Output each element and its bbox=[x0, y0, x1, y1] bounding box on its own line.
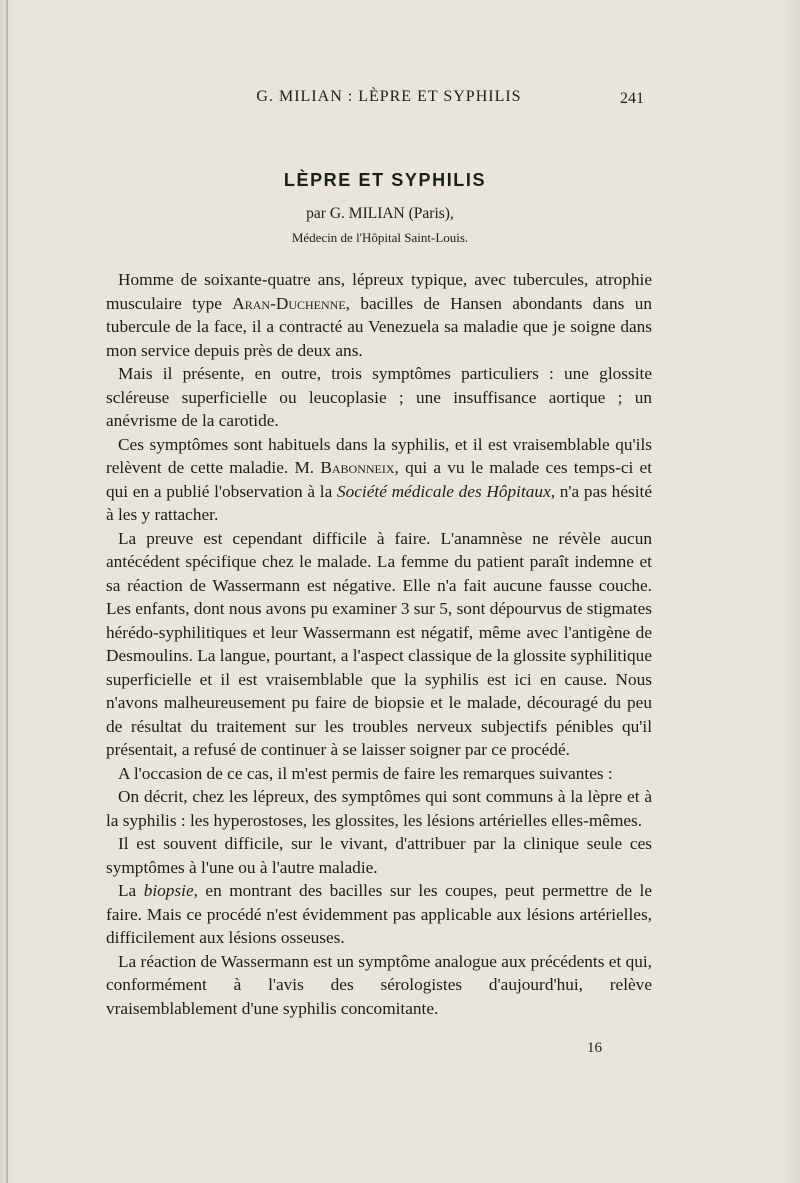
running-title: G. MILIAN : LÈPRE ET SYPHILIS bbox=[256, 88, 522, 105]
signature-mark: 16 bbox=[587, 1040, 602, 1056]
paragraph-6: On décrit, chez les lépreux, des symptômes qui sont communs à la lèpre et à la syphilis : les hyperostoses, les glossites, les lésions artérielles elles-mêmes. bbox=[106, 787, 652, 830]
running-head bbox=[0, 88, 800, 106]
paragraph-8 bbox=[106, 879, 652, 950]
term-biopsie: biopsie bbox=[143, 881, 194, 900]
paragraph-3 bbox=[106, 433, 652, 527]
journal-name: Société médicale des Hôpitaux bbox=[336, 481, 551, 501]
paragraph-8-text-b: , en montrant des bacilles sur les coupes, peut permettre de le faire. Mais ce procédé n'est évidemment pas applicable aux lésions artérielles, difficilement aux lésions osseuses. bbox=[106, 881, 653, 947]
article-title: LÈPRE ET SYPHILIS bbox=[283, 170, 487, 190]
paragraph-8-text-a: La bbox=[118, 881, 144, 900]
paragraph-4: La preuve est cependant difficile à faire. L'anamnèse ne révèle aucun antécédent spécifique chez le malade. La femme du patient paraît indemne et sa réaction de Wassermann est négative. Elle n'a fait aucune fausse couche. Les enfants, dont nous avons pu examiner 3 sur 5, sont dépourvus de stigmates hérédo-syphilitiques et leur Wassermann est négatif, même avec l'antigène de Desmoulins. La langue, pourtant, a l'aspect classique de la glossite syphilitique superficielle et il est vraisemblable que la syphilis est ici en cause. Nous n'avons malheureusement pu faire de biopsie et le malade, découragé du peu de résultat du traitement sur les troubles nerveux subjectifs pénibles qu'il présentait, a refusé de continuer à se laisser soigner par ce procédé. bbox=[106, 528, 652, 759]
paragraph-3-text-b: , qui a vu le malade ces temps-ci et qui en a publié l'observation à la bbox=[106, 458, 652, 501]
author-name-aran-duchenne: Aran-Duchenne bbox=[232, 293, 346, 313]
paragraph-3-text-a: Ces symptômes sont habituels dans la syphilis, et il est vraisemblable qu'ils relèvent de cette maladie. M. bbox=[106, 434, 652, 477]
paragraph-9: La réaction de Wassermann est un symptôme analogue aux précédents et qui, conformément à l'avis des sérologistes d'aujourd'hui, relève vraisemblablement d'une syphilis concomitante. bbox=[106, 951, 652, 1018]
paragraph-7: Il est souvent difficile, sur le vivant, d'attribuer par la clinique seule ces symptômes à l'une ou à l'autre maladie. bbox=[106, 834, 652, 877]
paragraph-2: Mais il présente, en outre, trois symptômes particuliers : une glossite scléreuse superficielle ou leucoplasie ; une insuffisance aortique ; un anévrisme de la carotide. bbox=[106, 364, 652, 430]
page-number: 241 bbox=[620, 90, 644, 107]
paragraph-3-text-c: , n'a pas hésité à les y rattacher. bbox=[106, 481, 652, 524]
author-byline: par G. MILIAN (Paris), bbox=[306, 205, 454, 222]
article-body bbox=[106, 268, 652, 1020]
paragraph-5: A l'occasion de ce cas, il m'est permis de faire les remarques suivantes : bbox=[118, 763, 613, 783]
author-name-babonneix: Babonneix bbox=[320, 458, 395, 477]
paragraph-1 bbox=[106, 268, 652, 362]
author-affiliation: Médecin de l'Hôpital Saint-Louis. bbox=[291, 230, 469, 245]
paragraph-1-text-a: Homme de soixante-quatre ans, lépreux typique, avec tubercules, atrophie musculaire type bbox=[106, 270, 652, 313]
paragraph-1-text-b: , bacilles de Hansen abondants dans un tubercule de la face, il a contracté au Venezuela sa maladie que je soigne dans mon service depuis près de deux ans. bbox=[106, 293, 652, 360]
